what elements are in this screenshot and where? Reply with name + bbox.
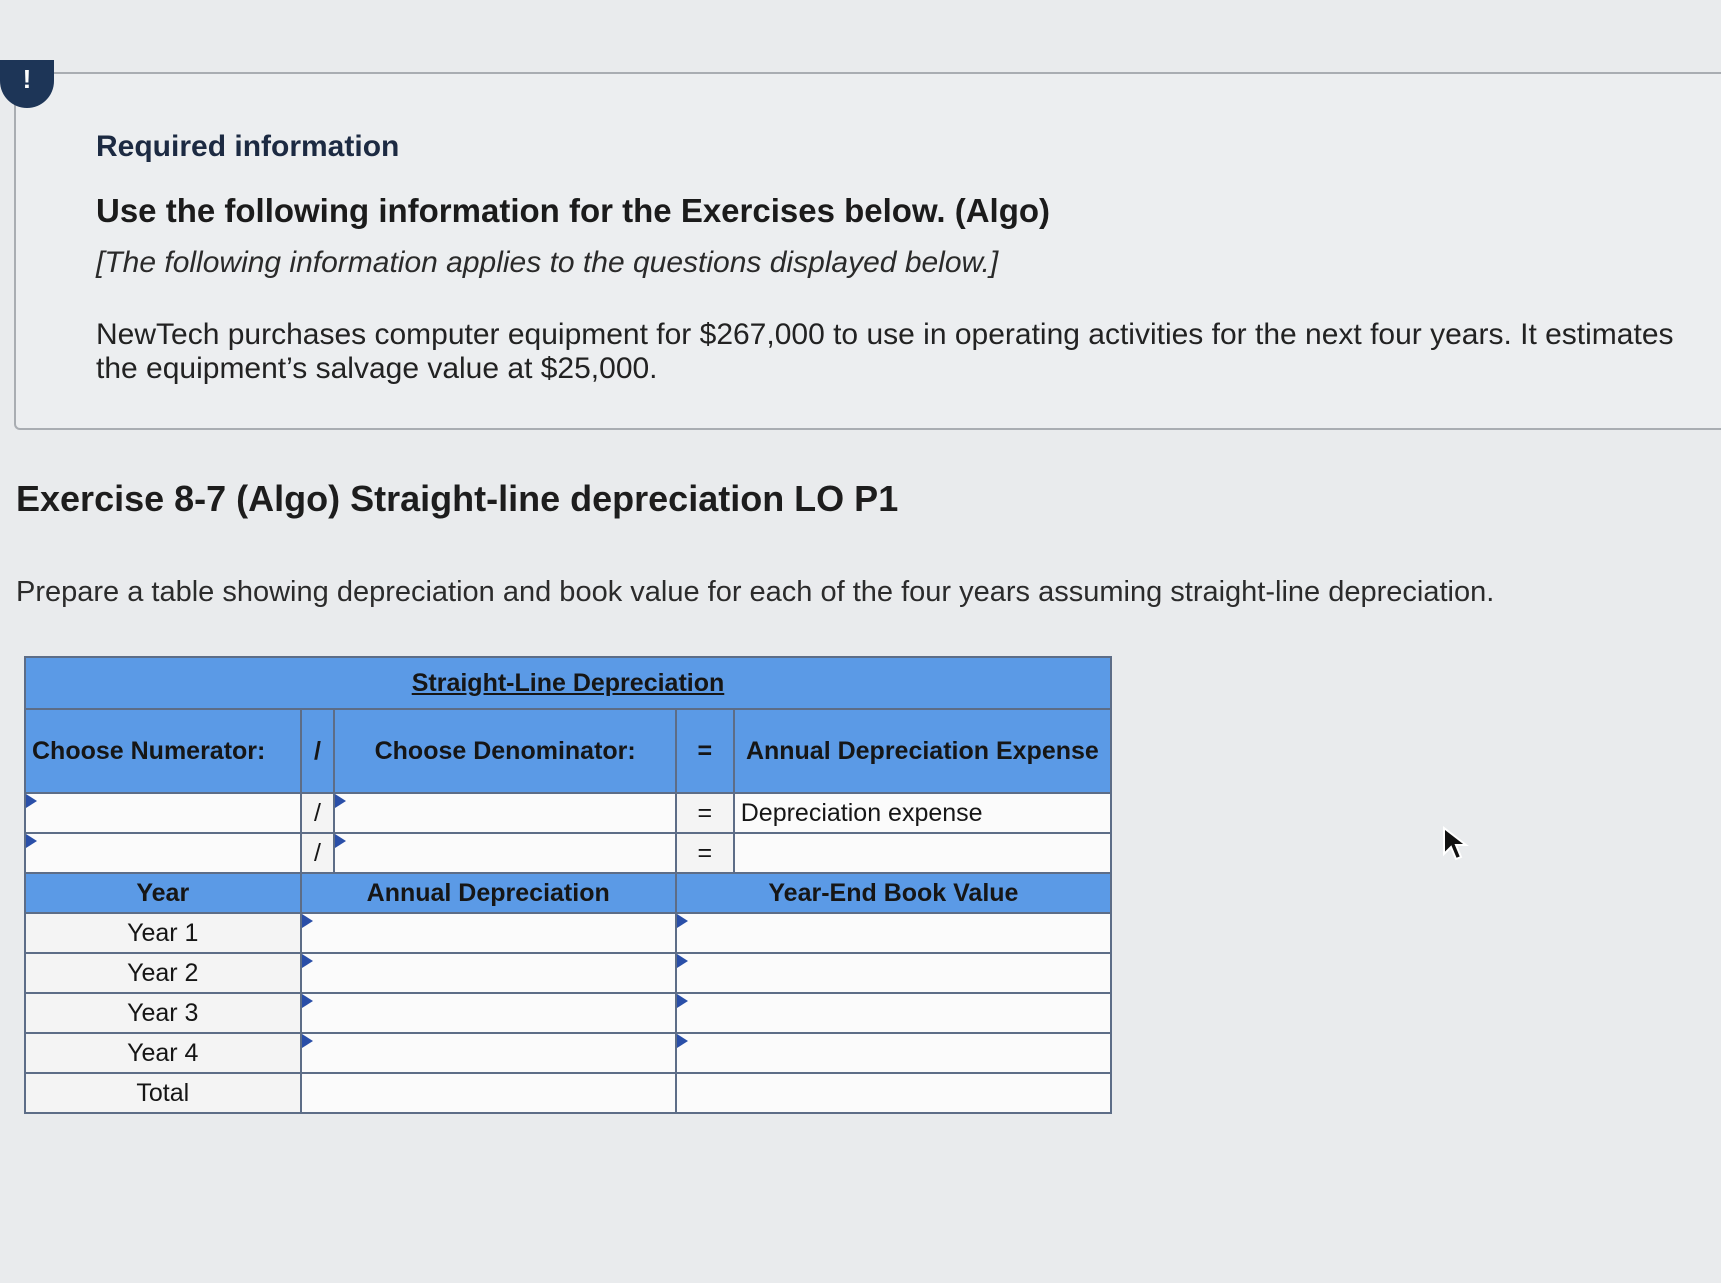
year-label: Year 1	[25, 913, 301, 953]
equals-symbol: =	[676, 833, 734, 873]
divide-symbol: /	[301, 833, 335, 873]
annual-depreciation-total[interactable]	[301, 1073, 676, 1113]
result-label-1: Depreciation expense	[734, 793, 1111, 833]
table-band-title: Straight-Line Depreciation	[25, 657, 1111, 709]
equals-symbol: =	[676, 793, 734, 833]
year-end-book-value-column-header: Year-End Book Value	[676, 873, 1111, 913]
total-label: Total	[25, 1073, 301, 1113]
year-label: Year 3	[25, 993, 301, 1033]
exercise-title: Exercise 8-7 (Algo) Straight-line depreciation LO P1	[16, 478, 899, 519]
annual-depreciation-input-year-2[interactable]	[301, 953, 676, 993]
result-value-2[interactable]	[734, 833, 1111, 873]
denominator-header: Choose Denominator:	[334, 709, 675, 793]
denominator-select-1[interactable]	[334, 793, 675, 833]
annual-depreciation-expense-header: Annual Depreciation Expense	[734, 709, 1111, 793]
required-info-title: Required information	[96, 130, 400, 163]
book-value-total[interactable]	[676, 1073, 1111, 1113]
exercise-prompt: Prepare a table showing depreciation and book value for each of the four years assuming straight-line depreciation.	[16, 576, 1495, 608]
divide-symbol: /	[301, 709, 335, 793]
annual-depreciation-input-year-4[interactable]	[301, 1033, 676, 1073]
annual-depreciation-column-header: Annual Depreciation	[301, 873, 676, 913]
book-value-input-year-2[interactable]	[676, 953, 1111, 993]
book-value-input-year-1[interactable]	[676, 913, 1111, 953]
book-value-input-year-4[interactable]	[676, 1033, 1111, 1073]
depreciation-table	[24, 656, 1112, 1114]
year-label: Year 2	[25, 953, 301, 993]
alert-icon: !	[0, 60, 54, 108]
year-label: Year 4	[25, 1033, 301, 1073]
numerator-select-2[interactable]	[25, 833, 301, 873]
annual-depreciation-input-year-3[interactable]	[301, 993, 676, 1033]
year-column-header: Year	[25, 873, 301, 913]
book-value-input-year-3[interactable]	[676, 993, 1111, 1033]
scenario-text: NewTech purchases computer equipment for $267,000 to use in operating activities for the next four years. It estimates the equipment’s salvage value at $25,000.	[96, 318, 1674, 385]
numerator-select-1[interactable]	[25, 793, 301, 833]
denominator-select-2[interactable]	[334, 833, 675, 873]
info-note: [The following information applies to the questions displayed below.]	[96, 246, 999, 279]
mouse-cursor-icon	[1442, 826, 1472, 862]
numerator-header: Choose Numerator:	[25, 709, 301, 793]
divide-symbol: /	[301, 793, 335, 833]
info-heading: Use the following information for the Exercises below. (Algo)	[96, 192, 1051, 229]
annual-depreciation-input-year-1[interactable]	[301, 913, 676, 953]
equals-symbol: =	[676, 709, 734, 793]
